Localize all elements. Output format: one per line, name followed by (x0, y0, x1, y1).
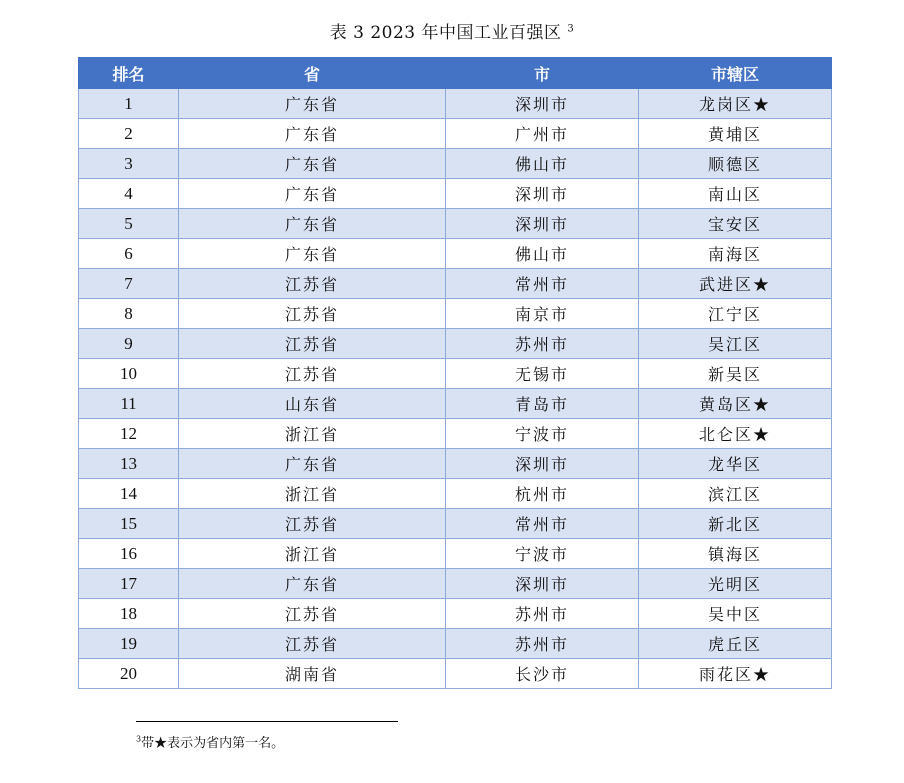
city-cell: 宁波市 (446, 419, 639, 449)
city-cell: 深圳市 (446, 179, 639, 209)
rank-cell: 9 (79, 329, 179, 359)
industrial-district-ranking-table (78, 57, 832, 689)
district-cell: 滨江区 (639, 479, 832, 509)
province-cell: 广东省 (179, 149, 446, 179)
province-cell: 江苏省 (179, 629, 446, 659)
district-cell: 龙岗区★ (639, 89, 832, 119)
city-cell: 无锡市 (446, 359, 639, 389)
city-cell: 苏州市 (446, 329, 639, 359)
district-cell: 宝安区 (639, 209, 832, 239)
footnote (136, 735, 284, 753)
rank-cell: 3 (79, 149, 179, 179)
rank-cell: 2 (79, 119, 179, 149)
table-caption (0, 22, 904, 44)
table-row (79, 179, 832, 209)
district-cell: 虎丘区 (639, 629, 832, 659)
province-cell: 广东省 (179, 569, 446, 599)
table-row (79, 239, 832, 269)
province-cell: 广东省 (179, 179, 446, 209)
district-cell: 顺德区 (639, 149, 832, 179)
district-cell: 北仑区★ (639, 419, 832, 449)
rank-cell: 10 (79, 359, 179, 389)
rank-cell: 1 (79, 89, 179, 119)
table-row (79, 659, 832, 689)
province-cell: 江苏省 (179, 359, 446, 389)
table-row (79, 569, 832, 599)
table-row (79, 599, 832, 629)
table-row (79, 149, 832, 179)
table-row (79, 359, 832, 389)
district-cell: 新吴区 (639, 359, 832, 389)
province-cell: 广东省 (179, 119, 446, 149)
city-cell: 佛山市 (446, 149, 639, 179)
district-cell: 江宁区 (639, 299, 832, 329)
district-cell: 镇海区 (639, 539, 832, 569)
province-cell: 江苏省 (179, 329, 446, 359)
city-cell: 常州市 (446, 509, 639, 539)
rank-cell: 19 (79, 629, 179, 659)
table-row (79, 329, 832, 359)
province-cell: 山东省 (179, 389, 446, 419)
footnote-divider (136, 721, 398, 722)
city-cell: 深圳市 (446, 569, 639, 599)
city-cell: 杭州市 (446, 479, 639, 509)
province-cell: 湖南省 (179, 659, 446, 689)
rank-cell: 5 (79, 209, 179, 239)
city-cell: 深圳市 (446, 449, 639, 479)
footnote-marker: 3 (136, 734, 142, 744)
province-cell: 浙江省 (179, 419, 446, 449)
table-row (79, 629, 832, 659)
city-cell: 青岛市 (446, 389, 639, 419)
rank-cell: 12 (79, 419, 179, 449)
table-row (79, 479, 832, 509)
district-cell: 黄岛区★ (639, 389, 832, 419)
district-cell: 雨花区★ (639, 659, 832, 689)
table-row (79, 209, 832, 239)
table-row (79, 539, 832, 569)
district-cell: 武进区★ (639, 269, 832, 299)
city-cell: 常州市 (446, 269, 639, 299)
city-cell: 南京市 (446, 299, 639, 329)
rank-cell: 11 (79, 389, 179, 419)
table-row (79, 299, 832, 329)
footnote-text: 带★表示为省内第一名。 (141, 736, 285, 751)
city-cell: 苏州市 (446, 599, 639, 629)
rank-cell: 16 (79, 539, 179, 569)
table-header-row (79, 58, 832, 89)
rank-cell: 17 (79, 569, 179, 599)
header-rank: 排名 (79, 58, 179, 89)
province-cell: 浙江省 (179, 479, 446, 509)
district-cell: 新北区 (639, 509, 832, 539)
table-row (79, 119, 832, 149)
city-cell: 长沙市 (446, 659, 639, 689)
city-cell: 深圳市 (446, 209, 639, 239)
rank-cell: 18 (79, 599, 179, 629)
province-cell: 江苏省 (179, 599, 446, 629)
province-cell: 广东省 (179, 89, 446, 119)
province-cell: 江苏省 (179, 269, 446, 299)
city-cell: 佛山市 (446, 239, 639, 269)
header-district: 市辖区 (639, 58, 832, 89)
rank-cell: 7 (79, 269, 179, 299)
province-cell: 广东省 (179, 449, 446, 479)
district-cell: 龙华区 (639, 449, 832, 479)
district-cell: 黄埔区 (639, 119, 832, 149)
city-cell: 宁波市 (446, 539, 639, 569)
district-cell: 南山区 (639, 179, 832, 209)
district-cell: 南海区 (639, 239, 832, 269)
rank-cell: 8 (79, 299, 179, 329)
caption-footnote-ref: 3 (567, 23, 575, 35)
city-cell: 深圳市 (446, 89, 639, 119)
district-cell: 光明区 (639, 569, 832, 599)
caption-text: 表 3 2023 年中国工业百强区 (329, 23, 562, 43)
city-cell: 苏州市 (446, 629, 639, 659)
table-row (79, 449, 832, 479)
city-cell: 广州市 (446, 119, 639, 149)
rank-cell: 14 (79, 479, 179, 509)
district-cell: 吴中区 (639, 599, 832, 629)
district-cell: 吴江区 (639, 329, 832, 359)
header-province: 省 (179, 58, 446, 89)
province-cell: 广东省 (179, 209, 446, 239)
table-row (79, 389, 832, 419)
province-cell: 江苏省 (179, 299, 446, 329)
rank-cell: 13 (79, 449, 179, 479)
province-cell: 广东省 (179, 239, 446, 269)
table-row (79, 509, 832, 539)
table-row (79, 419, 832, 449)
rank-cell: 15 (79, 509, 179, 539)
rank-cell: 6 (79, 239, 179, 269)
province-cell: 浙江省 (179, 539, 446, 569)
rank-cell: 4 (79, 179, 179, 209)
header-city: 市 (446, 58, 639, 89)
table-row (79, 269, 832, 299)
rank-cell: 20 (79, 659, 179, 689)
province-cell: 江苏省 (179, 509, 446, 539)
table-row (79, 89, 832, 119)
